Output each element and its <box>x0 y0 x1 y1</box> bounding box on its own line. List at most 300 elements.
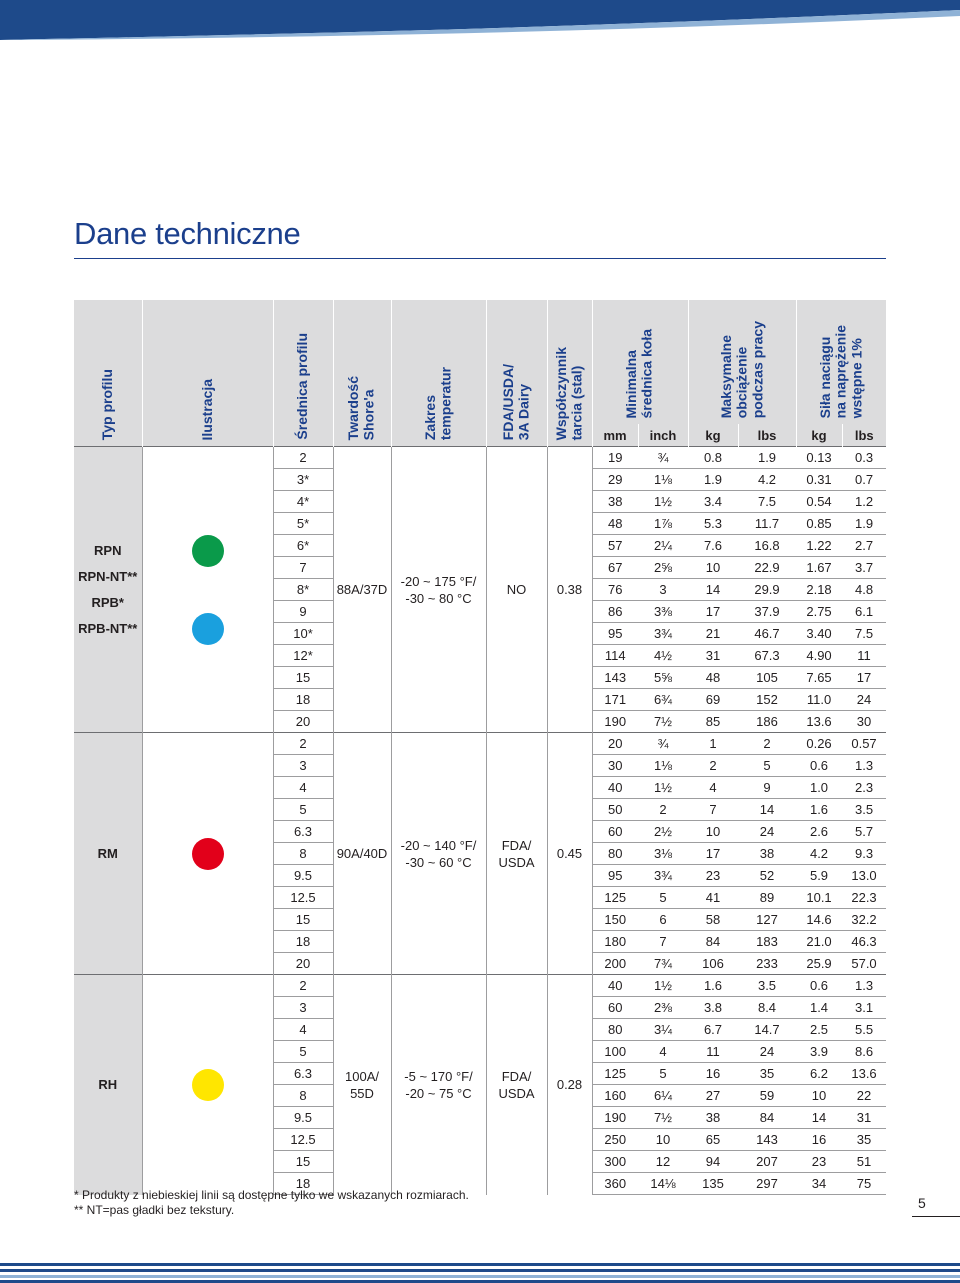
max-load-lbs-cell: 35 <box>738 1063 796 1085</box>
pretension-lbs-cell: 4.8 <box>842 579 886 601</box>
min-diameter-inch-cell: 2½ <box>638 821 688 843</box>
temperature-range-cell <box>391 975 486 1195</box>
max-load-kg-cell: 21 <box>688 623 738 645</box>
min-diameter-mm-cell: 38 <box>592 491 638 513</box>
profile-diameter-cell: 4 <box>273 1019 333 1041</box>
pretension-lbs-cell: 1.9 <box>842 513 886 535</box>
illustration-cell <box>142 733 273 975</box>
max-load-lbs-cell: 67.3 <box>738 645 796 667</box>
header-max-working-load <box>688 300 796 424</box>
min-diameter-mm-cell: 19 <box>592 447 638 469</box>
max-load-kg-cell: 6.7 <box>688 1019 738 1041</box>
header-max-line2: obciążenie <box>733 346 750 418</box>
max-load-kg-cell: 58 <box>688 909 738 931</box>
table-row <box>74 733 886 755</box>
fda-cell <box>486 733 547 975</box>
min-diameter-mm-cell: 20 <box>592 733 638 755</box>
temperature-range-value-line2: -20 ~ 75 °C <box>405 1085 472 1101</box>
min-diameter-mm-cell: 60 <box>592 997 638 1019</box>
max-load-lbs-cell: 186 <box>738 711 796 733</box>
profile-diameter-cell: 2 <box>273 975 333 997</box>
min-diameter-inch-cell: 3 <box>638 579 688 601</box>
min-diameter-inch-cell: 4½ <box>638 645 688 667</box>
pretension-lbs-cell: 2.7 <box>842 535 886 557</box>
table-row <box>74 975 886 997</box>
profile-diameter-cell: 15 <box>273 667 333 689</box>
max-load-lbs-cell: 14.7 <box>738 1019 796 1041</box>
min-diameter-inch-cell: ¾ <box>638 447 688 469</box>
footnote-nt: ** NT=pas gładki bez tekstury. <box>74 1203 235 1217</box>
max-load-lbs-cell: 29.9 <box>738 579 796 601</box>
max-load-kg-cell: 27 <box>688 1085 738 1107</box>
min-diameter-mm-cell: 125 <box>592 887 638 909</box>
header-profile-type-label: Typ profilu <box>98 368 115 440</box>
min-diameter-inch-cell: 14⅛ <box>638 1173 688 1195</box>
pretension-lbs-cell: 6.1 <box>842 601 886 623</box>
friction-coefficient-cell <box>547 447 592 733</box>
min-diameter-inch-cell: 1⅞ <box>638 513 688 535</box>
min-diameter-inch-cell: 6 <box>638 909 688 931</box>
pretension-lbs-cell: 0.7 <box>842 469 886 491</box>
profile-diameter-cell: 6.3 <box>273 821 333 843</box>
profile-diameter-cell: 10* <box>273 623 333 645</box>
title-divider <box>74 258 886 259</box>
pretension-kg-cell: 6.2 <box>796 1063 842 1085</box>
min-diameter-mm-cell: 29 <box>592 469 638 491</box>
top-decorative-band <box>0 0 960 40</box>
min-diameter-inch-cell: 3¾ <box>638 865 688 887</box>
max-load-lbs-cell: 46.7 <box>738 623 796 645</box>
pretension-lbs-cell: 9.3 <box>842 843 886 865</box>
pretension-lbs-cell: 17 <box>842 667 886 689</box>
header-shore-hardness-line1: Twardość <box>345 375 362 440</box>
profile-type-cell <box>74 447 142 733</box>
pretension-kg-cell: 3.40 <box>796 623 842 645</box>
min-diameter-inch-cell: 5 <box>638 887 688 909</box>
friction-coefficient-value: 0.28 <box>556 1077 583 1093</box>
profile-type-label: RPN-NT** <box>78 568 138 584</box>
profile-diameter-cell: 9.5 <box>273 865 333 887</box>
belt-profile-dot-icon <box>192 838 224 870</box>
max-load-kg-cell: 106 <box>688 953 738 975</box>
fda-value-line1: NO <box>506 582 527 597</box>
fda-cell <box>486 975 547 1195</box>
min-diameter-mm-cell: 67 <box>592 557 638 579</box>
unit-force-lbs: lbs <box>842 424 886 447</box>
profile-diameter-cell: 2 <box>273 733 333 755</box>
profile-diameter-cell: 20 <box>273 953 333 975</box>
pretension-kg-cell: 3.9 <box>796 1041 842 1063</box>
min-diameter-mm-cell: 160 <box>592 1085 638 1107</box>
header-temperature-line2: temperatur <box>437 366 454 440</box>
max-load-lbs-cell: 233 <box>738 953 796 975</box>
header-friction-line1: Współczynnik <box>552 346 569 440</box>
profile-diameter-cell: 6* <box>273 535 333 557</box>
min-diameter-inch-cell: 2⅜ <box>638 997 688 1019</box>
bottom-decorative-band <box>0 1263 960 1283</box>
profile-diameter-cell: 4* <box>273 491 333 513</box>
min-diameter-inch-cell: 1½ <box>638 975 688 997</box>
shore-hardness-cell <box>333 733 391 975</box>
unit-force-kg: kg <box>796 424 842 447</box>
min-diameter-mm-cell: 180 <box>592 931 638 953</box>
header-shore-hardness <box>333 300 391 447</box>
header-pretension-force <box>796 300 886 424</box>
pretension-kg-cell: 34 <box>796 1173 842 1195</box>
unit-load-kg: kg <box>688 424 738 447</box>
temperature-range-value-line2: -30 ~ 80 °C <box>405 590 472 606</box>
belt-profile-dot-icon <box>192 1069 224 1101</box>
max-load-lbs-cell: 143 <box>738 1129 796 1151</box>
friction-coefficient-value: 0.45 <box>556 846 583 861</box>
pretension-kg-cell: 0.31 <box>796 469 842 491</box>
max-load-kg-cell: 135 <box>688 1173 738 1195</box>
max-load-lbs-cell: 89 <box>738 887 796 909</box>
max-load-lbs-cell: 14 <box>738 799 796 821</box>
max-load-kg-cell: 5.3 <box>688 513 738 535</box>
pretension-kg-cell: 1.0 <box>796 777 842 799</box>
pretension-kg-cell: 2.6 <box>796 821 842 843</box>
profile-diameter-cell: 12.5 <box>273 1129 333 1151</box>
pretension-lbs-cell: 5.7 <box>842 821 886 843</box>
min-diameter-inch-cell: 4 <box>638 1041 688 1063</box>
footnotes <box>74 1188 469 1218</box>
pretension-kg-cell: 0.26 <box>796 733 842 755</box>
pretension-lbs-cell: 35 <box>842 1129 886 1151</box>
pretension-lbs-cell: 22.3 <box>842 887 886 909</box>
header-max-line3: podczas pracy <box>748 320 765 418</box>
max-load-lbs-cell: 3.5 <box>738 975 796 997</box>
pretension-lbs-cell: 32.2 <box>842 909 886 931</box>
illustration-cell <box>142 975 273 1195</box>
profile-diameter-cell: 12.5 <box>273 887 333 909</box>
pretension-kg-cell: 1.4 <box>796 997 842 1019</box>
temperature-range-value-line2: -30 ~ 60 °C <box>405 854 472 870</box>
pretension-lbs-cell: 3.5 <box>842 799 886 821</box>
max-load-lbs-cell: 5 <box>738 755 796 777</box>
pretension-kg-cell: 5.9 <box>796 865 842 887</box>
profile-diameter-cell: 12* <box>273 645 333 667</box>
min-diameter-inch-cell: 1⅛ <box>638 469 688 491</box>
min-diameter-inch-cell: 5⅝ <box>638 667 688 689</box>
min-diameter-inch-cell: 12 <box>638 1151 688 1173</box>
min-diameter-mm-cell: 30 <box>592 755 638 777</box>
pretension-lbs-cell: 46.3 <box>842 931 886 953</box>
max-load-lbs-cell: 4.2 <box>738 469 796 491</box>
min-diameter-inch-cell: 7¾ <box>638 953 688 975</box>
profile-type-cell <box>74 975 142 1195</box>
min-diameter-inch-cell: 3¼ <box>638 1019 688 1041</box>
min-diameter-inch-cell: 2 <box>638 799 688 821</box>
min-diameter-mm-cell: 40 <box>592 975 638 997</box>
max-load-kg-cell: 0.8 <box>688 447 738 469</box>
shore-hardness-cell <box>333 447 391 733</box>
min-diameter-inch-cell: 7½ <box>638 711 688 733</box>
pretension-kg-cell: 0.6 <box>796 755 842 777</box>
min-diameter-mm-cell: 57 <box>592 535 638 557</box>
min-diameter-mm-cell: 114 <box>592 645 638 667</box>
max-load-kg-cell: 3.4 <box>688 491 738 513</box>
max-load-kg-cell: 85 <box>688 711 738 733</box>
min-diameter-mm-cell: 190 <box>592 711 638 733</box>
unit-load-lbs: lbs <box>738 424 796 447</box>
profile-diameter-cell: 18 <box>273 931 333 953</box>
shore-hardness-value-line1: 100A/ <box>345 1068 379 1084</box>
max-load-lbs-cell: 183 <box>738 931 796 953</box>
header-friction-coefficient <box>547 300 592 447</box>
friction-coefficient-cell <box>547 975 592 1195</box>
pretension-kg-cell: 10 <box>796 1085 842 1107</box>
min-diameter-inch-cell: 2⅝ <box>638 557 688 579</box>
pretension-kg-cell: 11.0 <box>796 689 842 711</box>
profile-diameter-cell: 5 <box>273 799 333 821</box>
profile-diameter-cell: 8 <box>273 843 333 865</box>
profile-diameter-cell: 7 <box>273 557 333 579</box>
profile-diameter-cell: 9 <box>273 601 333 623</box>
pretension-kg-cell: 0.6 <box>796 975 842 997</box>
max-load-kg-cell: 3.8 <box>688 997 738 1019</box>
min-diameter-mm-cell: 100 <box>592 1041 638 1063</box>
pretension-kg-cell: 0.13 <box>796 447 842 469</box>
min-diameter-inch-cell: 3⅜ <box>638 601 688 623</box>
pretension-lbs-cell: 7.5 <box>842 623 886 645</box>
pretension-kg-cell: 1.6 <box>796 799 842 821</box>
min-diameter-mm-cell: 360 <box>592 1173 638 1195</box>
max-load-lbs-cell: 11.7 <box>738 513 796 535</box>
pretension-lbs-cell: 1.2 <box>842 491 886 513</box>
profile-type-labels <box>74 1072 142 1098</box>
illustration-cell <box>142 447 273 733</box>
belt-profile-dot-icon <box>192 613 224 645</box>
max-load-kg-cell: 10 <box>688 821 738 843</box>
header-min-line2: średnica koła <box>639 328 655 418</box>
pretension-kg-cell: 2.75 <box>796 601 842 623</box>
pretension-kg-cell: 2.18 <box>796 579 842 601</box>
pretension-kg-cell: 7.65 <box>796 667 842 689</box>
fda-value-line2: USDA <box>498 1085 535 1101</box>
profile-diameter-cell: 18 <box>273 689 333 711</box>
min-diameter-inch-cell: 1½ <box>638 777 688 799</box>
max-load-lbs-cell: 84 <box>738 1107 796 1129</box>
min-diameter-inch-cell: 6¾ <box>638 689 688 711</box>
profile-diameter-cell: 5 <box>273 1041 333 1063</box>
header-fda <box>486 300 547 447</box>
profile-diameter-cell: 3 <box>273 997 333 1019</box>
max-load-lbs-cell: 52 <box>738 865 796 887</box>
page-number-rule <box>912 1216 960 1217</box>
header-illustration <box>142 300 273 447</box>
pretension-lbs-cell: 1.3 <box>842 755 886 777</box>
pretension-kg-cell: 0.85 <box>796 513 842 535</box>
footnote-blue-line: * Produkty z niebieskiej linii są dostępne tylko we wskazanych rozmiarach. <box>74 1188 469 1202</box>
profile-diameter-cell: 2 <box>273 447 333 469</box>
page-number: 5 <box>918 1195 926 1211</box>
profile-diameter-cell: 3 <box>273 755 333 777</box>
pretension-kg-cell: 25.9 <box>796 953 842 975</box>
min-diameter-mm-cell: 95 <box>592 865 638 887</box>
header-shore-hardness-line2: Shore'a <box>361 389 377 440</box>
profile-type-label: RM <box>97 845 118 861</box>
header-fda-line2: 3A Dairy <box>515 383 532 440</box>
min-diameter-mm-cell: 80 <box>592 1019 638 1041</box>
max-load-kg-cell: 65 <box>688 1129 738 1151</box>
pretension-kg-cell: 2.5 <box>796 1019 842 1041</box>
min-diameter-mm-cell: 143 <box>592 667 638 689</box>
min-diameter-inch-cell: 3¾ <box>638 623 688 645</box>
pretension-kg-cell: 14.6 <box>796 909 842 931</box>
profile-diameter-cell: 4 <box>273 777 333 799</box>
header-illustration-label: Ilustracja <box>198 378 215 440</box>
shore-hardness-value: 90A/40D <box>336 846 388 861</box>
header-force-line2: na naprężenie <box>832 324 849 418</box>
max-load-kg-cell: 84 <box>688 931 738 953</box>
max-load-lbs-cell: 22.9 <box>738 557 796 579</box>
max-load-lbs-cell: 37.9 <box>738 601 796 623</box>
pretension-lbs-cell: 5.5 <box>842 1019 886 1041</box>
header-min-pulley-diameter <box>592 300 688 424</box>
min-diameter-mm-cell: 60 <box>592 821 638 843</box>
max-load-lbs-cell: 127 <box>738 909 796 931</box>
header-profile-diameter <box>273 300 333 447</box>
profile-type-label: RPN <box>94 542 122 558</box>
pretension-lbs-cell: 30 <box>842 711 886 733</box>
max-load-kg-cell: 69 <box>688 689 738 711</box>
pretension-lbs-cell: 75 <box>842 1173 886 1195</box>
max-load-kg-cell: 16 <box>688 1063 738 1085</box>
pretension-lbs-cell: 22 <box>842 1085 886 1107</box>
pretension-kg-cell: 23 <box>796 1151 842 1173</box>
temperature-range-cell <box>391 447 486 733</box>
pretension-kg-cell: 21.0 <box>796 931 842 953</box>
max-load-kg-cell: 7.6 <box>688 535 738 557</box>
max-load-lbs-cell: 38 <box>738 843 796 865</box>
pretension-lbs-cell: 31 <box>842 1107 886 1129</box>
pretension-lbs-cell: 13.0 <box>842 865 886 887</box>
max-load-lbs-cell: 2 <box>738 733 796 755</box>
illustration-dots <box>143 1069 273 1101</box>
min-diameter-inch-cell: 10 <box>638 1129 688 1151</box>
max-load-lbs-cell: 1.9 <box>738 447 796 469</box>
pretension-lbs-cell: 3.1 <box>842 997 886 1019</box>
max-load-kg-cell: 48 <box>688 667 738 689</box>
max-load-kg-cell: 38 <box>688 1107 738 1129</box>
pretension-lbs-cell: 1.3 <box>842 975 886 997</box>
max-load-lbs-cell: 7.5 <box>738 491 796 513</box>
shore-hardness-value: 88A/37D <box>336 582 388 597</box>
page-title: Dane techniczne <box>74 216 301 251</box>
fda-value-line1: FDA/ <box>501 1068 532 1084</box>
min-diameter-inch-cell: 7½ <box>638 1107 688 1129</box>
max-load-kg-cell: 31 <box>688 645 738 667</box>
min-diameter-mm-cell: 40 <box>592 777 638 799</box>
max-load-kg-cell: 4 <box>688 777 738 799</box>
max-load-kg-cell: 1.9 <box>688 469 738 491</box>
technical-data-table <box>74 300 886 1195</box>
min-diameter-mm-cell: 86 <box>592 601 638 623</box>
max-load-kg-cell: 11 <box>688 1041 738 1063</box>
min-diameter-mm-cell: 200 <box>592 953 638 975</box>
max-load-lbs-cell: 9 <box>738 777 796 799</box>
friction-coefficient-cell <box>547 733 592 975</box>
min-diameter-mm-cell: 171 <box>592 689 638 711</box>
profile-diameter-cell: 3* <box>273 469 333 491</box>
profile-type-label: RPB-NT** <box>78 620 138 636</box>
fda-value-line1: FDA/ <box>501 837 532 853</box>
pretension-lbs-cell: 51 <box>842 1151 886 1173</box>
min-diameter-mm-cell: 125 <box>592 1063 638 1085</box>
pretension-kg-cell: 13.6 <box>796 711 842 733</box>
pretension-kg-cell: 4.90 <box>796 645 842 667</box>
header-fda-line1: FDA/USDA/ <box>499 363 516 440</box>
shore-hardness-cell <box>333 975 391 1195</box>
profile-type-cell <box>74 733 142 975</box>
temperature-range-value-line1: -20 ~ 175 °F/ <box>400 573 477 589</box>
profile-diameter-cell: 15 <box>273 909 333 931</box>
unit-inch: inch <box>638 424 688 447</box>
illustration-dots <box>143 535 273 645</box>
max-load-kg-cell: 14 <box>688 579 738 601</box>
max-load-kg-cell: 2 <box>688 755 738 777</box>
min-diameter-inch-cell: 1½ <box>638 491 688 513</box>
profile-diameter-cell: 20 <box>273 711 333 733</box>
min-diameter-mm-cell: 48 <box>592 513 638 535</box>
min-diameter-inch-cell: 3⅛ <box>638 843 688 865</box>
header-max-line1: Maksymalne <box>717 334 734 418</box>
pretension-kg-cell: 1.22 <box>796 535 842 557</box>
profile-diameter-cell: 8* <box>273 579 333 601</box>
pretension-kg-cell: 14 <box>796 1107 842 1129</box>
min-diameter-mm-cell: 80 <box>592 843 638 865</box>
max-load-kg-cell: 1.6 <box>688 975 738 997</box>
illustration-dots <box>143 838 273 870</box>
profile-diameter-cell: 15 <box>273 1151 333 1173</box>
profile-type-label: RPB* <box>91 594 124 610</box>
max-load-kg-cell: 17 <box>688 843 738 865</box>
min-diameter-mm-cell: 76 <box>592 579 638 601</box>
unit-mm: mm <box>592 424 638 447</box>
friction-coefficient-value: 0.38 <box>556 582 583 597</box>
max-load-lbs-cell: 105 <box>738 667 796 689</box>
temperature-range-value-line1: -5 ~ 170 °F/ <box>404 1068 473 1084</box>
max-load-kg-cell: 94 <box>688 1151 738 1173</box>
max-load-lbs-cell: 59 <box>738 1085 796 1107</box>
header-min-line1: Minimalna <box>623 349 640 418</box>
max-load-lbs-cell: 297 <box>738 1173 796 1195</box>
pretension-kg-cell: 10.1 <box>796 887 842 909</box>
header-profile-diameter-label: Średnica profilu <box>294 333 311 440</box>
temperature-range-value-line1: -20 ~ 140 °F/ <box>400 837 477 853</box>
header-temperature-range <box>391 300 486 447</box>
pretension-lbs-cell: 2.3 <box>842 777 886 799</box>
pretension-lbs-cell: 8.6 <box>842 1041 886 1063</box>
pretension-lbs-cell: 0.3 <box>842 447 886 469</box>
min-diameter-mm-cell: 250 <box>592 1129 638 1151</box>
max-load-kg-cell: 23 <box>688 865 738 887</box>
profile-diameter-cell: 8 <box>273 1085 333 1107</box>
max-load-kg-cell: 10 <box>688 557 738 579</box>
pretension-lbs-cell: 57.0 <box>842 953 886 975</box>
pretension-kg-cell: 1.67 <box>796 557 842 579</box>
min-diameter-mm-cell: 50 <box>592 799 638 821</box>
min-diameter-mm-cell: 300 <box>592 1151 638 1173</box>
header-force-line1: Siła naciągu <box>816 336 833 418</box>
min-diameter-mm-cell: 95 <box>592 623 638 645</box>
table-row <box>74 447 886 469</box>
fda-value-line2: USDA <box>498 854 535 870</box>
pretension-kg-cell: 4.2 <box>796 843 842 865</box>
min-diameter-mm-cell: 150 <box>592 909 638 931</box>
max-load-lbs-cell: 24 <box>738 821 796 843</box>
